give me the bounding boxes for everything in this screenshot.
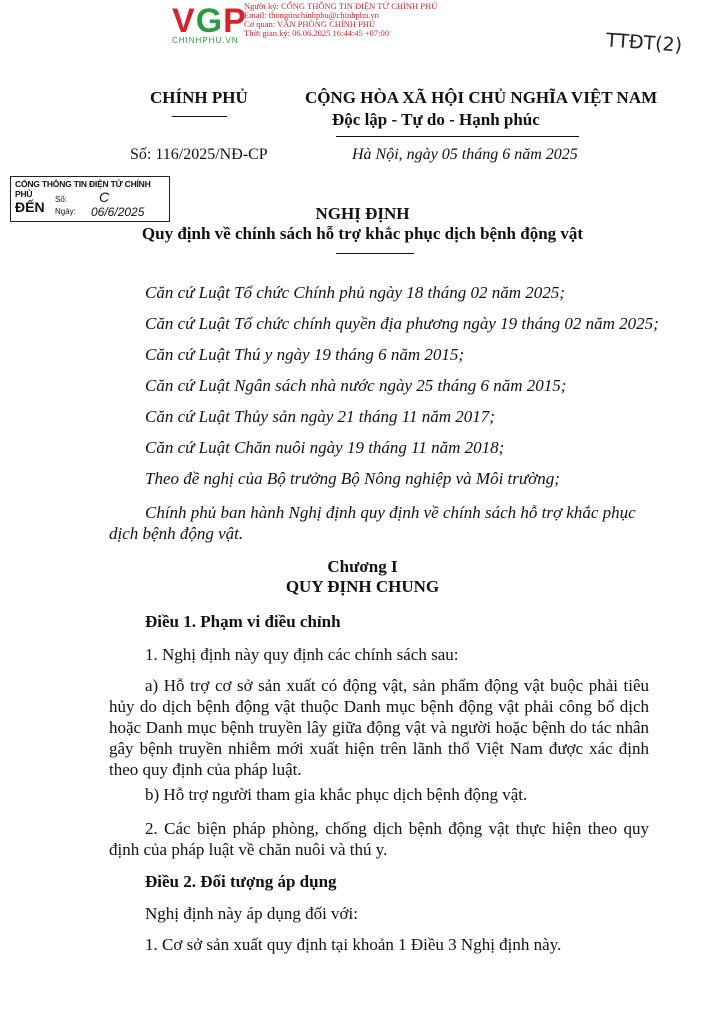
issuing-authority: CHÍNH PHỦ [150,88,248,107]
article-2-intro: Nghị định này áp dụng đối với: [145,904,358,923]
article-1-heading: Điều 1. Phạm vi điều chỉnh [145,612,341,631]
article-1-clause-1: 1. Nghị định này quy định các chính sách sau: [145,645,459,664]
promulgation-line-1: Chính phủ ban hành Nghị định quy định về chính sách hỗ trợ khắc phục [145,503,636,522]
document-subject: Quy định về chính sách hỗ trợ khắc phục dịch bệnh động vật [141,224,584,243]
article-1-point-b: b) Hỗ trợ người tham gia khắc phục dịch bệnh động vật. [145,785,528,804]
vgp-logo [172,4,247,38]
legal-basis: Căn cứ Luật Thú y ngày 19 tháng 6 năm 2015; [145,345,465,364]
stamp-ngay-label: Ngày: [55,207,76,216]
chapter-number: Chương I [327,557,398,576]
logo-subtitle: CHINHPHU.VN [172,36,239,45]
handwritten-note: TTĐT(2) [605,29,683,57]
legal-basis: Căn cứ Luật Tổ chức chính quyền địa phương ngày 19 tháng 02 năm 2025; [145,314,659,333]
legal-basis: Căn cứ Luật Thủy sản ngày 21 tháng 11 năm 2017; [145,407,495,426]
logo-letter-v: V [172,2,196,40]
motto-underline [336,136,579,137]
national-motto: Độc lập - Tự do - Hạnh phúc [332,110,540,129]
signature-time: Thời gian ký: 06.06.2025 16:44:45 +07:00 [244,28,390,38]
logo-letter-p: P [223,2,247,40]
legal-basis: Căn cứ Luật Chăn nuôi ngày 19 tháng 11 năm 2018; [145,438,505,457]
document-number: Số: 116/2025/NĐ-CP [130,146,268,163]
article-1-clause-2: 2. Các biện pháp phòng, chống dịch bệnh động vật thực hiện theo quy định của pháp luật về chăn nuôi và thú y. [109,819,649,859]
digital-signature-info [244,2,437,38]
title-underline [336,253,414,254]
legal-basis: Theo đề nghị của Bộ trưởng Bộ Nông nghiệp và Môi trường; [145,469,560,488]
legal-basis: Căn cứ Luật Ngân sách nhà nước ngày 25 tháng 6 năm 2015; [145,376,567,395]
issuer-underline [172,116,227,117]
signature-agency: Cơ quan: VĂN PHÒNG CHÍNH PHỦ [244,19,376,29]
document-type: NGHỊ ĐỊNH [315,204,410,223]
national-title: CỘNG HÒA XÃ HỘI CHỦ NGHĨA VIỆT NAM [305,88,658,107]
stamp-so-label: Số: [55,195,68,204]
legal-basis: Căn cứ Luật Tổ chức Chính phủ ngày 18 tháng 02 năm 2025; [145,283,565,302]
stamp-so-value: C [99,189,110,205]
article-2-clause-1: 1. Cơ sở sản xuất quy định tại khoản 1 Điều 3 Nghị định này. [145,935,562,954]
logo-letter-g: G [195,2,224,40]
stamp-ngay-value: 06/6/2025 [91,205,145,219]
article-1-point-a: a) Hỗ trợ cơ sở sản xuất có động vật, sản phẩm động vật buộc phải tiêu hủy do dịch bệnh động vật thuộc Danh mục bệnh động vật phải công bố dịch hoặc Danh mục bệnh truyền lây giữa động vật và người hoặc bệnh do tác nhân gây bệnh truyền nhiễm mới xuất hiện trên lãnh thổ Việt Nam được xác định theo quy định của pháp luật. [109,676,649,779]
chapter-title: QUY ĐỊNH CHUNG [285,577,440,596]
promulgation-line-2: dịch bệnh động vật. [109,524,244,543]
article-2-heading: Điều 2. Đối tượng áp dụng [145,872,337,891]
place-and-date: Hà Nội, ngày 05 tháng 6 năm 2025 [352,146,578,163]
stamp-den: ĐẾN [15,199,45,215]
signature-email: Email: thongtinchinhphu@chinhphu.vn [244,10,379,20]
signature-signer: Người ký: CỔNG THÔNG TIN ĐIỆN TỬ CHÍNH PHỦ [244,1,438,11]
stamp-title: CỔNG THÔNG TIN ĐIỆN TỬ CHÍNH PHỦ [15,179,151,199]
